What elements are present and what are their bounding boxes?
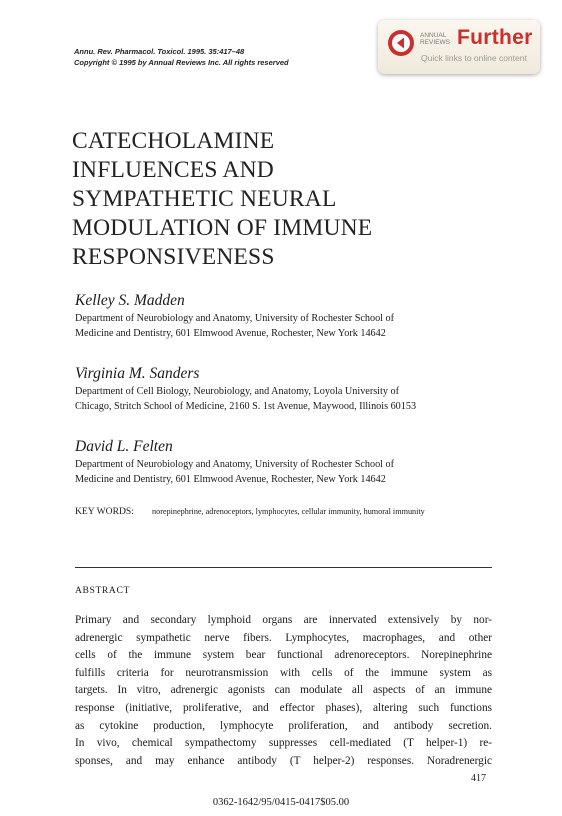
abstract-line: targets. In vitro, adrenergic agonists can modulate all aspects of an immune	[75, 684, 492, 697]
affiliation-line: Department of Neurobiology and Anatomy, University of Rochester School of	[75, 459, 395, 470]
abstract-line: fulfills criteria for neurotransmission with cells of the immune system as	[75, 666, 492, 679]
author-name: Virginia M. Sanders	[75, 365, 200, 382]
abstract-line: In vivo, chemical sympathectomy suppresses cell-mediated (T helper-1) re-	[75, 737, 492, 750]
annual-reviews-wordmark	[420, 32, 450, 46]
affiliation-line: Medicine and Dentistry, 601 Elmwood Avenue, Rochester, New York 14642	[75, 328, 386, 339]
abstract-line: adrenergic sympathetic nerve fibers. Lymphocytes, macrophages, and other	[75, 631, 492, 644]
play-arrow-icon	[387, 29, 415, 57]
abstract-line: as cytokine production, lymphocyte proliferation, and antibody secretion.	[75, 719, 492, 732]
abstract-line: sponses, and may enhance antibody (T helper-2) responses. Noradrenergic	[75, 754, 492, 767]
page-number: 417	[471, 773, 486, 784]
author-affiliation	[75, 384, 416, 414]
title-line: SYMPATHETIC NEURAL	[72, 186, 337, 212]
keywords-label: KEY WORDS:	[75, 506, 134, 517]
affiliation-line: Medicine and Dentistry, 601 Elmwood Avenue, Rochester, New York 14642	[75, 474, 386, 485]
title-line: MODULATION OF IMMUNE	[72, 215, 373, 241]
abstract-line: Primary and secondary lymphoid organs are innervated extensively by nor-	[75, 614, 492, 626]
author-name: Kelley S. Madden	[75, 292, 185, 309]
citation-line-1: Annu. Rev. Pharmacol. Toxicol. 1995. 35:417–48	[74, 47, 245, 56]
abstract-line: cells of the immune system bear functional adrenoreceptors. Norepinephrine	[75, 649, 492, 662]
annual-reviews-further-badge[interactable]	[378, 20, 540, 74]
article-code: 0362-1642/95/0415-0417$05.00	[212, 797, 350, 808]
title-line: INFLUENCES AND	[72, 157, 274, 183]
title-line: RESPONSIVENESS	[72, 244, 275, 270]
affiliation-line: Chicago, Stritch School of Medicine, 2160 S. 1st Avenue, Maywood, Illinois 60153	[75, 401, 417, 412]
title-line: CATECHOLAMINE	[72, 128, 275, 154]
keywords-text: norepinephrine, adrenoceptors, lymphocytes, cellular immunity, humoral immunity	[152, 507, 425, 516]
abstract-heading: ABSTRACT	[75, 585, 130, 596]
further-label: Further	[457, 26, 533, 49]
article-title	[72, 127, 492, 272]
reviews-label: REVIEWS	[420, 39, 450, 46]
author-affiliation	[75, 311, 394, 341]
abstract-body	[75, 612, 492, 770]
journal-citation	[74, 46, 289, 68]
author-name: David L. Felten	[75, 438, 173, 455]
section-divider	[75, 567, 492, 568]
citation-line-2: Copyright © 1995 by Annual Reviews Inc. All rights reserved	[74, 58, 289, 67]
affiliation-line: Department of Neurobiology and Anatomy, University of Rochester School of	[75, 313, 395, 324]
abstract-line: response (initiative, proliferative, and effector phases), altering such functions	[75, 701, 492, 714]
affiliation-line: Department of Cell Biology, Neurobiology, and Anatomy, Loyola University of	[75, 386, 399, 397]
annual-label: ANNUAL	[420, 32, 447, 39]
author-affiliation	[75, 457, 394, 487]
further-subtitle: Quick links to online content	[421, 53, 527, 63]
